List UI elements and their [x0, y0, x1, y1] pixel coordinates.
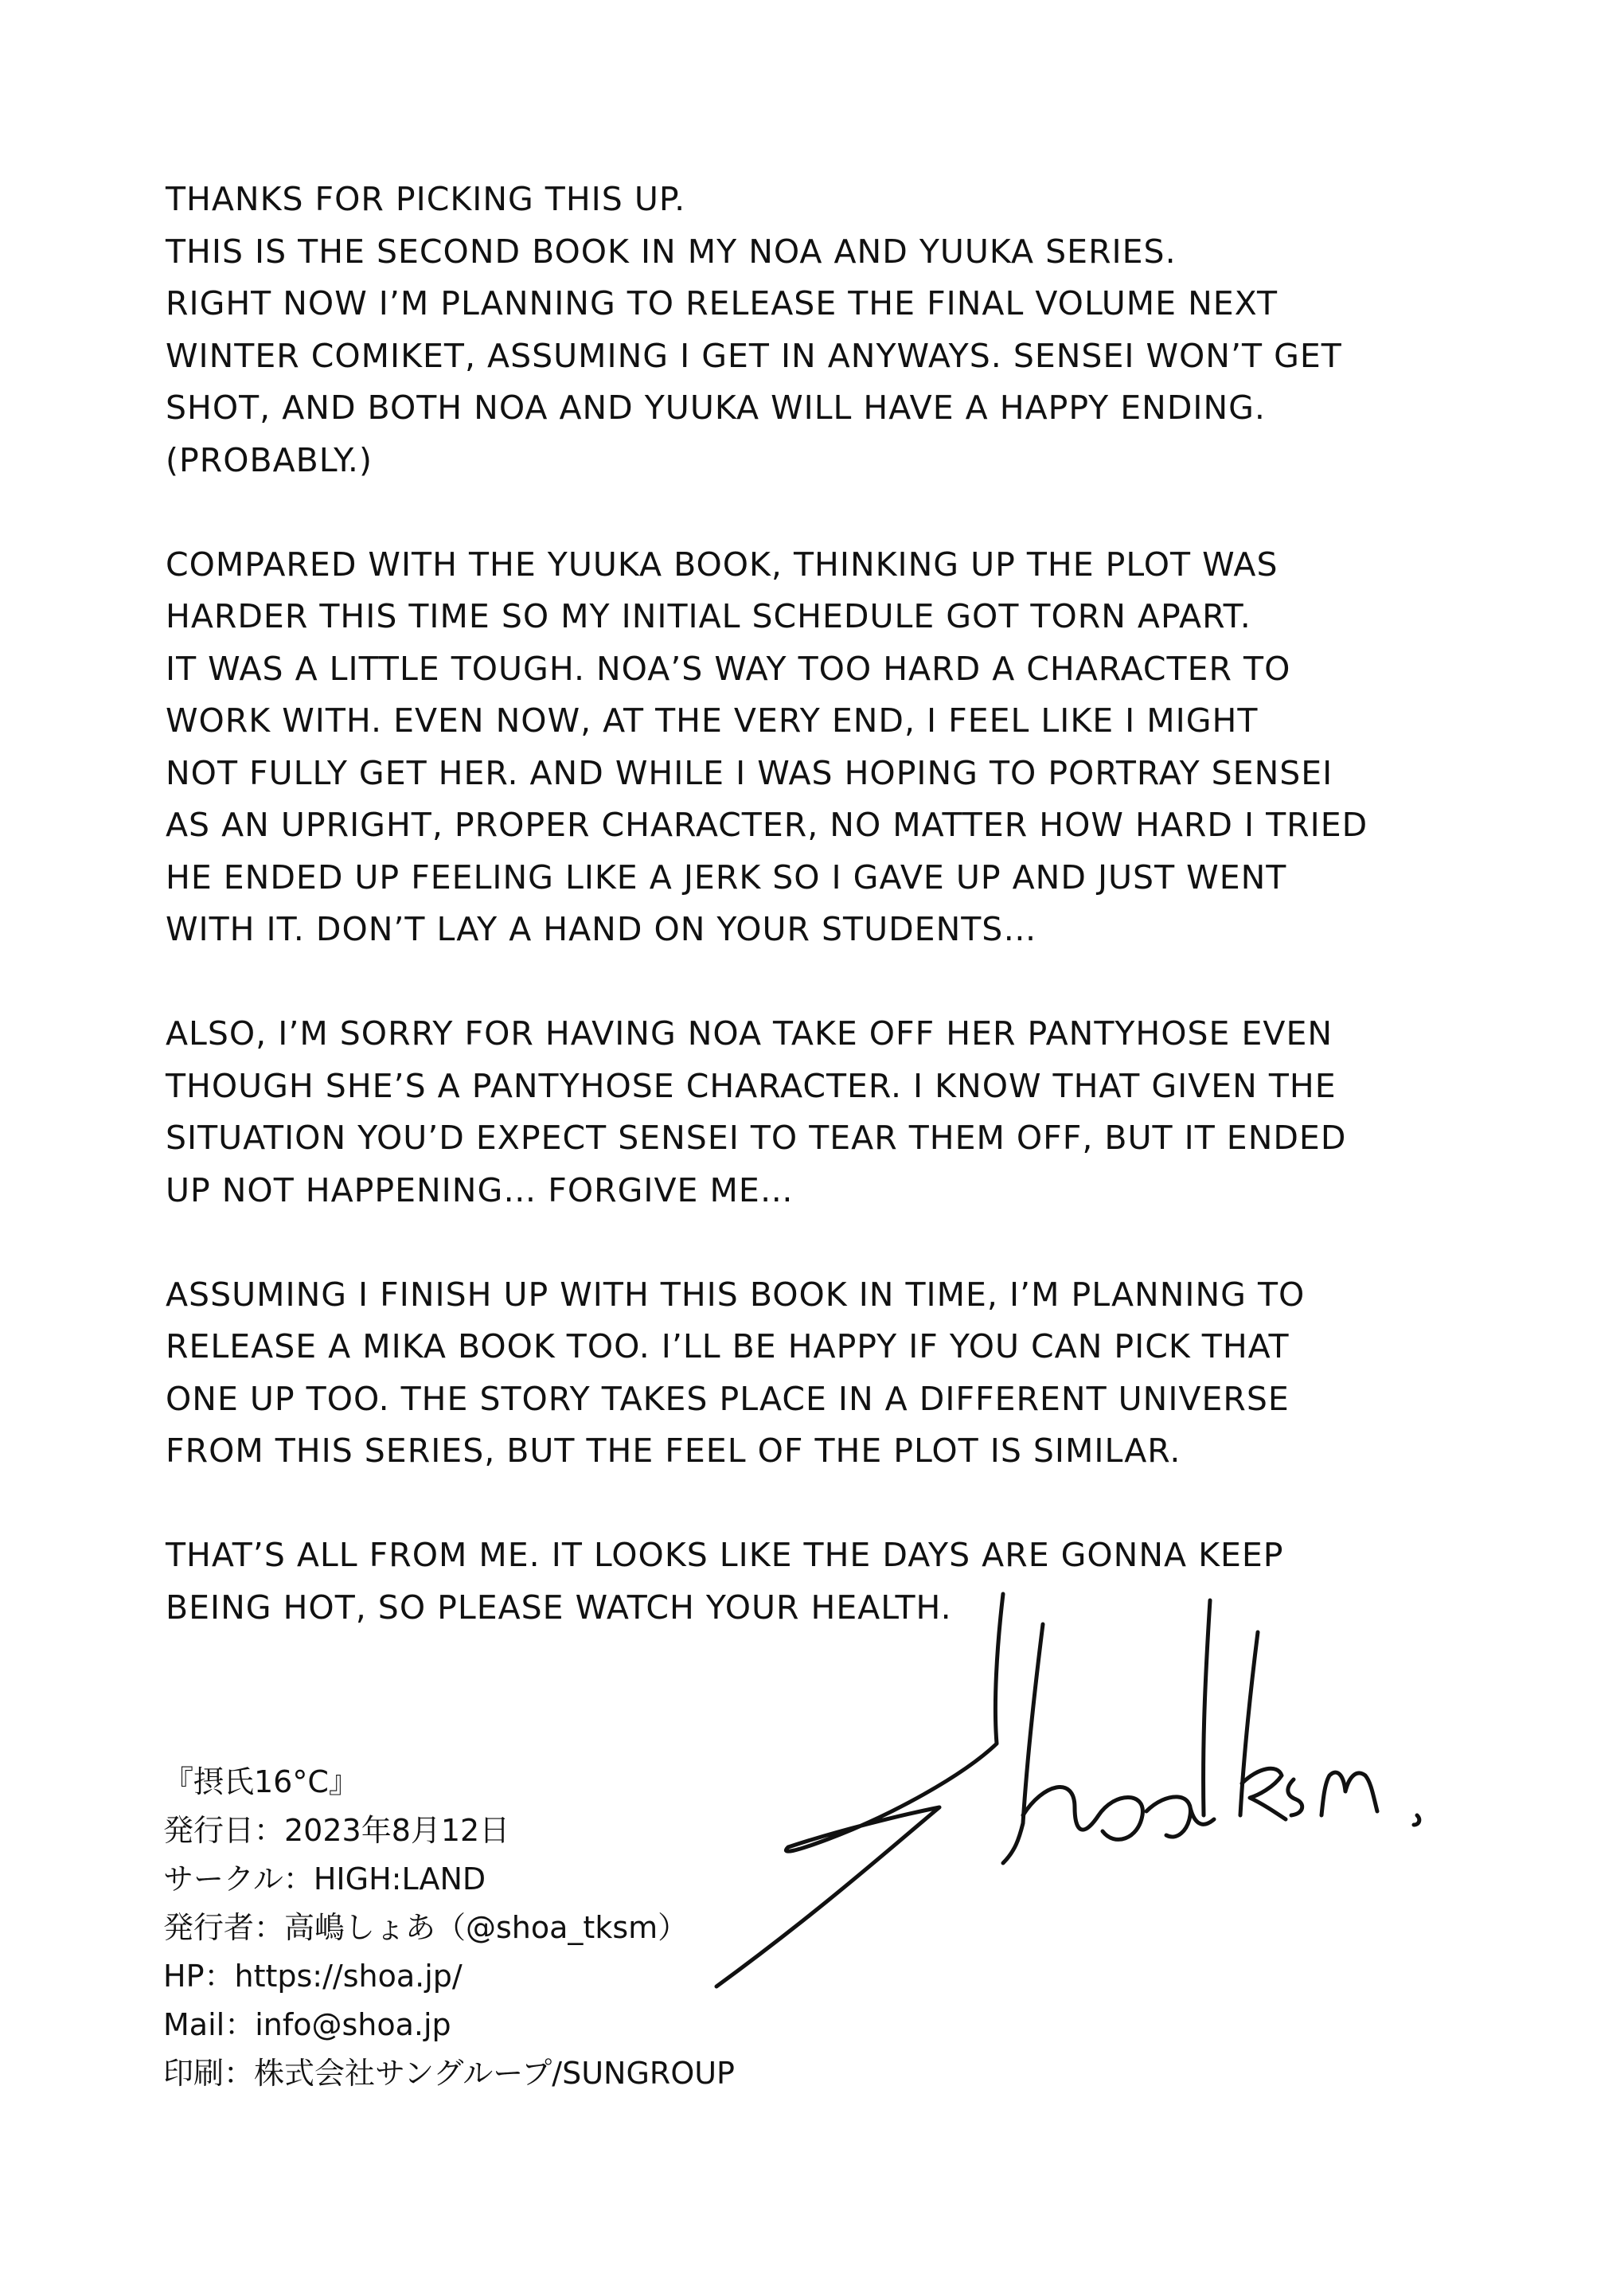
text-line: THANKS FOR PICKING THIS UP.: [166, 180, 686, 218]
mail-address[interactable]: Mail：info@shoa.jp: [163, 2007, 451, 2042]
text-line: UP NOT HAPPENING… FORGIVE ME…: [166, 1170, 794, 1209]
signature-stroke: [1321, 1772, 1377, 1815]
afterword-paragraph: [166, 174, 1511, 486]
text-line: ONE UP TOO. THE STORY TAKES PLACE IN A DIFFERENT UNIVERSE: [166, 1379, 1290, 1418]
signature-stroke: [1003, 1624, 1043, 1863]
signature-stroke: [1288, 1779, 1302, 1815]
text-line: THIS IS THE SECOND BOOK IN MY NOA AND YUUKA SERIES.: [166, 232, 1177, 271]
publication-date: 発行日：2023年8月12日: [163, 1813, 510, 1848]
afterword-text: [166, 174, 1511, 1686]
text-line: ASSUMING I FINISH UP WITH THIS BOOK IN TIME, I’M PLANNING TO: [166, 1275, 1306, 1314]
afterword-paragraph: [166, 1269, 1511, 1478]
text-line: WORK WITH. EVEN NOW, AT THE VERY END, I FEEL LIKE I MIGHT: [166, 701, 1259, 740]
printer-name: 印刷：株式会社サングループ/SUNGROUP: [163, 2056, 735, 2091]
text-line: ALSO, I’M SORRY FOR HAVING NOA TAKE OFF HER PANTYHOSE EVEN: [166, 1014, 1333, 1053]
homepage-link[interactable]: HP：https://shoa.jp/: [163, 1959, 463, 1994]
afterword-paragraph: [166, 539, 1511, 956]
signature-stroke: [1204, 1600, 1210, 1815]
text-line: BEING HOT, SO PLEASE WATCH YOUR HEALTH.: [166, 1588, 952, 1627]
text-line: HARDER THIS TIME SO MY INITIAL SCHEDULE GOT TORN APART.: [166, 597, 1251, 635]
signature-stroke: [1414, 1815, 1419, 1825]
publisher-name: 発行者：高嶋しょあ（@shoa_tksm）: [163, 1910, 689, 1945]
circle-name: サークル：HIGH:LAND: [163, 1861, 486, 1897]
text-line: IT WAS A LITTLE TOUGH. NOA’S WAY TOO HARD A CHARACTER TO: [166, 649, 1291, 688]
colophon: [163, 1758, 735, 2098]
text-line: RELEASE A MIKA BOOK TOO. I’LL BE HAPPY IF YOU CAN PICK THAT: [166, 1327, 1290, 1365]
text-line: WITH IT. DON’T LAY A HAND ON YOUR STUDENTS…: [166, 910, 1037, 948]
signature-stroke: [1240, 1632, 1286, 1819]
signature-stroke: [1023, 1787, 1142, 1840]
text-line: AS AN UPRIGHT, PROPER CHARACTER, NO MATTER HOW HARD I TRIED: [166, 806, 1368, 844]
text-line: COMPARED WITH THE YUUKA BOOK, THINKING UP THE PLOT WAS: [166, 545, 1279, 584]
handwritten-signature: [701, 1576, 1433, 2022]
text-line: (PROBABLY.): [166, 440, 373, 479]
text-line: WINTER COMIKET, ASSUMING I GET IN ANYWAYS. SENSEI WON’T GET: [166, 336, 1342, 375]
text-line: THAT’S ALL FROM ME. IT LOOKS LIKE THE DAYS ARE GONNA KEEP: [166, 1536, 1284, 1574]
text-line: FROM THIS SERIES, BUT THE FEEL OF THE PLOT IS SIMILAR.: [166, 1432, 1181, 1470]
book-title: 『摂氏16°C』: [163, 1764, 359, 1799]
text-line: SHOT, AND BOTH NOA AND YUUKA WILL HAVE A HAPPY ENDING.: [166, 389, 1266, 427]
text-line: RIGHT NOW I’M PLANNING TO RELEASE THE FINAL VOLUME NEXT: [166, 284, 1279, 322]
afterword-paragraph: [166, 1008, 1511, 1217]
signature-stroke: [716, 1594, 1003, 1986]
text-line: SITUATION YOU’D EXPECT SENSEI TO TEAR THEM OFF, BUT IT ENDED: [166, 1119, 1347, 1157]
text-line: HE ENDED UP FEELING LIKE A JERK SO I GAVE UP AND JUST WENT: [166, 857, 1287, 896]
text-line: NOT FULLY GET HER. AND WHILE I WAS HOPING TO PORTRAY SENSEI: [166, 753, 1333, 792]
text-line: THOUGH SHE’S A PANTYHOSE CHARACTER. I KNOW THAT GIVEN THE: [166, 1066, 1337, 1105]
